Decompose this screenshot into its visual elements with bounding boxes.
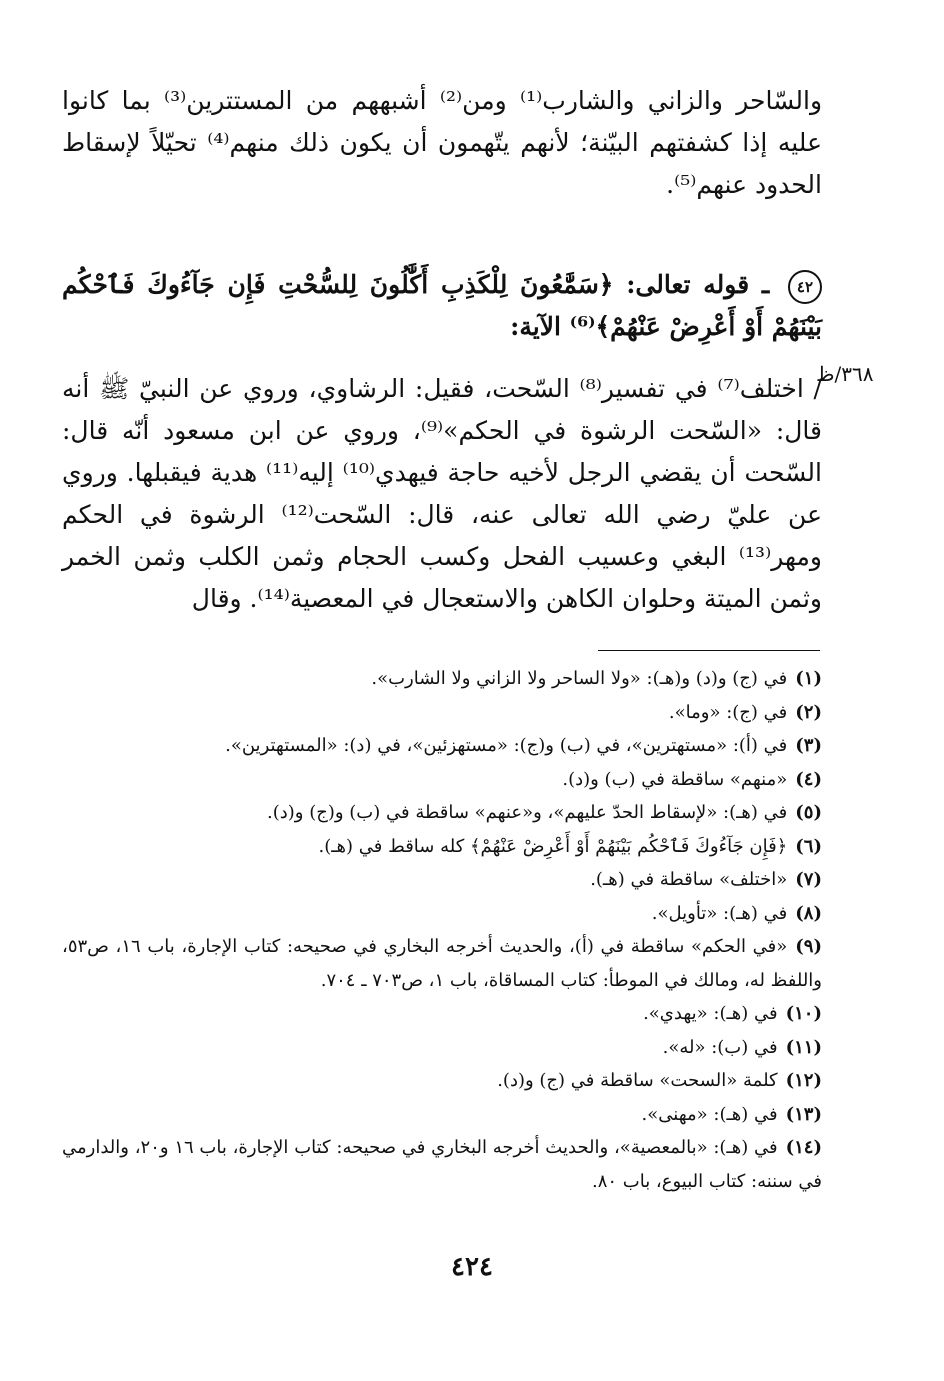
verse-heading [62,264,822,348]
footnote-number: (٨) [795,902,822,924]
paragraph-1: والسّاحر والزاني والشارب⁽¹⁾ ومن⁽²⁾ أشبههم من المستترين⁽³⁾ بما كانوا عليه إذا كشفتهم البيّنة؛ لأنهم يتّهمون أن يكون ذلك منهم⁽⁴⁾ تحيّلاً لإسقاط الحدود عنهم⁽⁵⁾. [62,86,823,199]
main-text [62,80,822,620]
footnote-number: (٦) [795,835,822,857]
footnote-text: في (ج) و(د) و(هـ): «ولا الساحر ولا الزاني ولا الشارب». [371,668,788,689]
footnote-item [62,729,822,763]
footnote-item [62,1131,822,1198]
footnote-text: في (ب): «له». [662,1036,778,1058]
footnote-text: «اختلف» ساقطة في (هـ). [590,869,788,890]
footnote-item [62,830,822,864]
footnote-number: (٩) [795,936,822,957]
footnote-text: في (هـ): «لإسقاط الحدّ عليهم»، و«عنهم» ساقطة في (ب) و(ج) و(د). [267,802,788,823]
footnote-item [62,662,822,696]
footnote-number: (٤) [795,768,822,790]
footnote-number: (١) [795,668,822,689]
footnote-divider [598,650,820,651]
footnote-number: (١١) [785,1036,822,1058]
footnote-text: «في الحكم» ساقطة في (أ)، والحديث أخرجه البخاري في صحيحه: كتاب الإجارة، باب ١٦، ص٥٣، واللفظ له، ومالك في الموطأ: كتاب المساقاة، باب ١، ص٧٠٣ ـ ٧٠٤. [62,936,822,991]
footnote-number: (١٠) [785,1003,822,1024]
footnote-item [62,897,822,931]
margin-folio-note: ٣٦٨/ظ [816,362,874,386]
footnote-text: ﴿فَإِن جَآءُوكَ فَٱحْكُم بَيْنَهُمْ أَوْ أَعْرِضْ عَنْهُمْ﴾ كله ساقط في (هـ). [318,835,788,857]
footnote-number: (٧) [795,869,822,890]
footnote-item [62,763,822,797]
footnote-number: (٣) [795,735,822,756]
footnote-text: في (هـ): «بالمعصية»، والحديث أخرجه البخاري في صحيحه: كتاب الإجارة، باب ١٦ و٢٠، والدارمي في سننه: كتاب البيوع، باب ٨٠. [62,1137,822,1192]
page-number: ٤٢٤ [451,1252,493,1282]
footnote-number: (١٤) [785,1137,822,1158]
verse-text: ـ قوله تعالى: ﴿سَمَّٰعُونَ لِلْكَذِبِ أَكَّٰلُونَ لِلسُّحْتِ فَإِن جَآءُوكَ فَٱحْكُم بَيْنَهُمْ أَوْ أَعْرِضْ عَنْهُمْ﴾⁽⁶⁾ الآية: [62,270,822,341]
footnote-text: في (ج): «وما». [668,701,788,723]
footnote-item [62,1098,822,1132]
footnote-text: في (أ): «مستهترين»، في (ب) و(ج): «مستهزئين»، في (د): «المستهترين». [225,735,788,756]
footnotes [62,662,822,1198]
footnote-item [62,796,822,830]
footnote-number: (٢) [795,701,822,723]
footnote-item [62,696,822,730]
footnote-text: في (هـ): «تأويل». [651,902,788,924]
footnote-text: في (هـ): «مهنى». [641,1103,778,1125]
verse-number-marker: ٤٢ [788,270,822,304]
footnote-number: (١٣) [785,1103,822,1125]
footnote-item [62,997,822,1031]
footnote-item [62,1031,822,1065]
footnote-item [62,863,822,897]
footnote-text: في (هـ): «يهدي». [643,1003,778,1024]
footnote-text: «منهم» ساقطة في (ب) و(د). [562,768,788,790]
footnote-item [62,1064,822,1098]
footnote-number: (١٢) [785,1070,822,1091]
footnote-number: (٥) [795,802,822,823]
footnote-text: كلمة «السحت» ساقطة في (ج) و(د). [497,1070,778,1091]
footnote-item [62,930,822,997]
paragraph-2: / اختلف⁽⁷⁾ في تفسير⁽⁸⁾ السّحت، فقيل: الرشاوي، وروي عن النبيّ ﷺ أنه قال: «السّحت الرشوة في الحكم»⁽⁹⁾، وروي عن ابن مسعود أنّه قال: السّحت أن يقضي الرجل لأخيه حاجة فيهدي⁽¹⁰⁾ إليه⁽¹¹⁾ هدية فيقبلها. وروي عن عليّ رضي الله تعالى عنه، قال: السّحت⁽¹²⁾ الرشوة في الحكم ومهر⁽¹³⁾ البغي وعسيب الفحل وكسب الحجام وثمن الكلب وثمن الخمر وثمن الميتة وحلوان الكاهن والاستعجال في المعصية⁽¹⁴⁾. وقال [62,374,822,613]
